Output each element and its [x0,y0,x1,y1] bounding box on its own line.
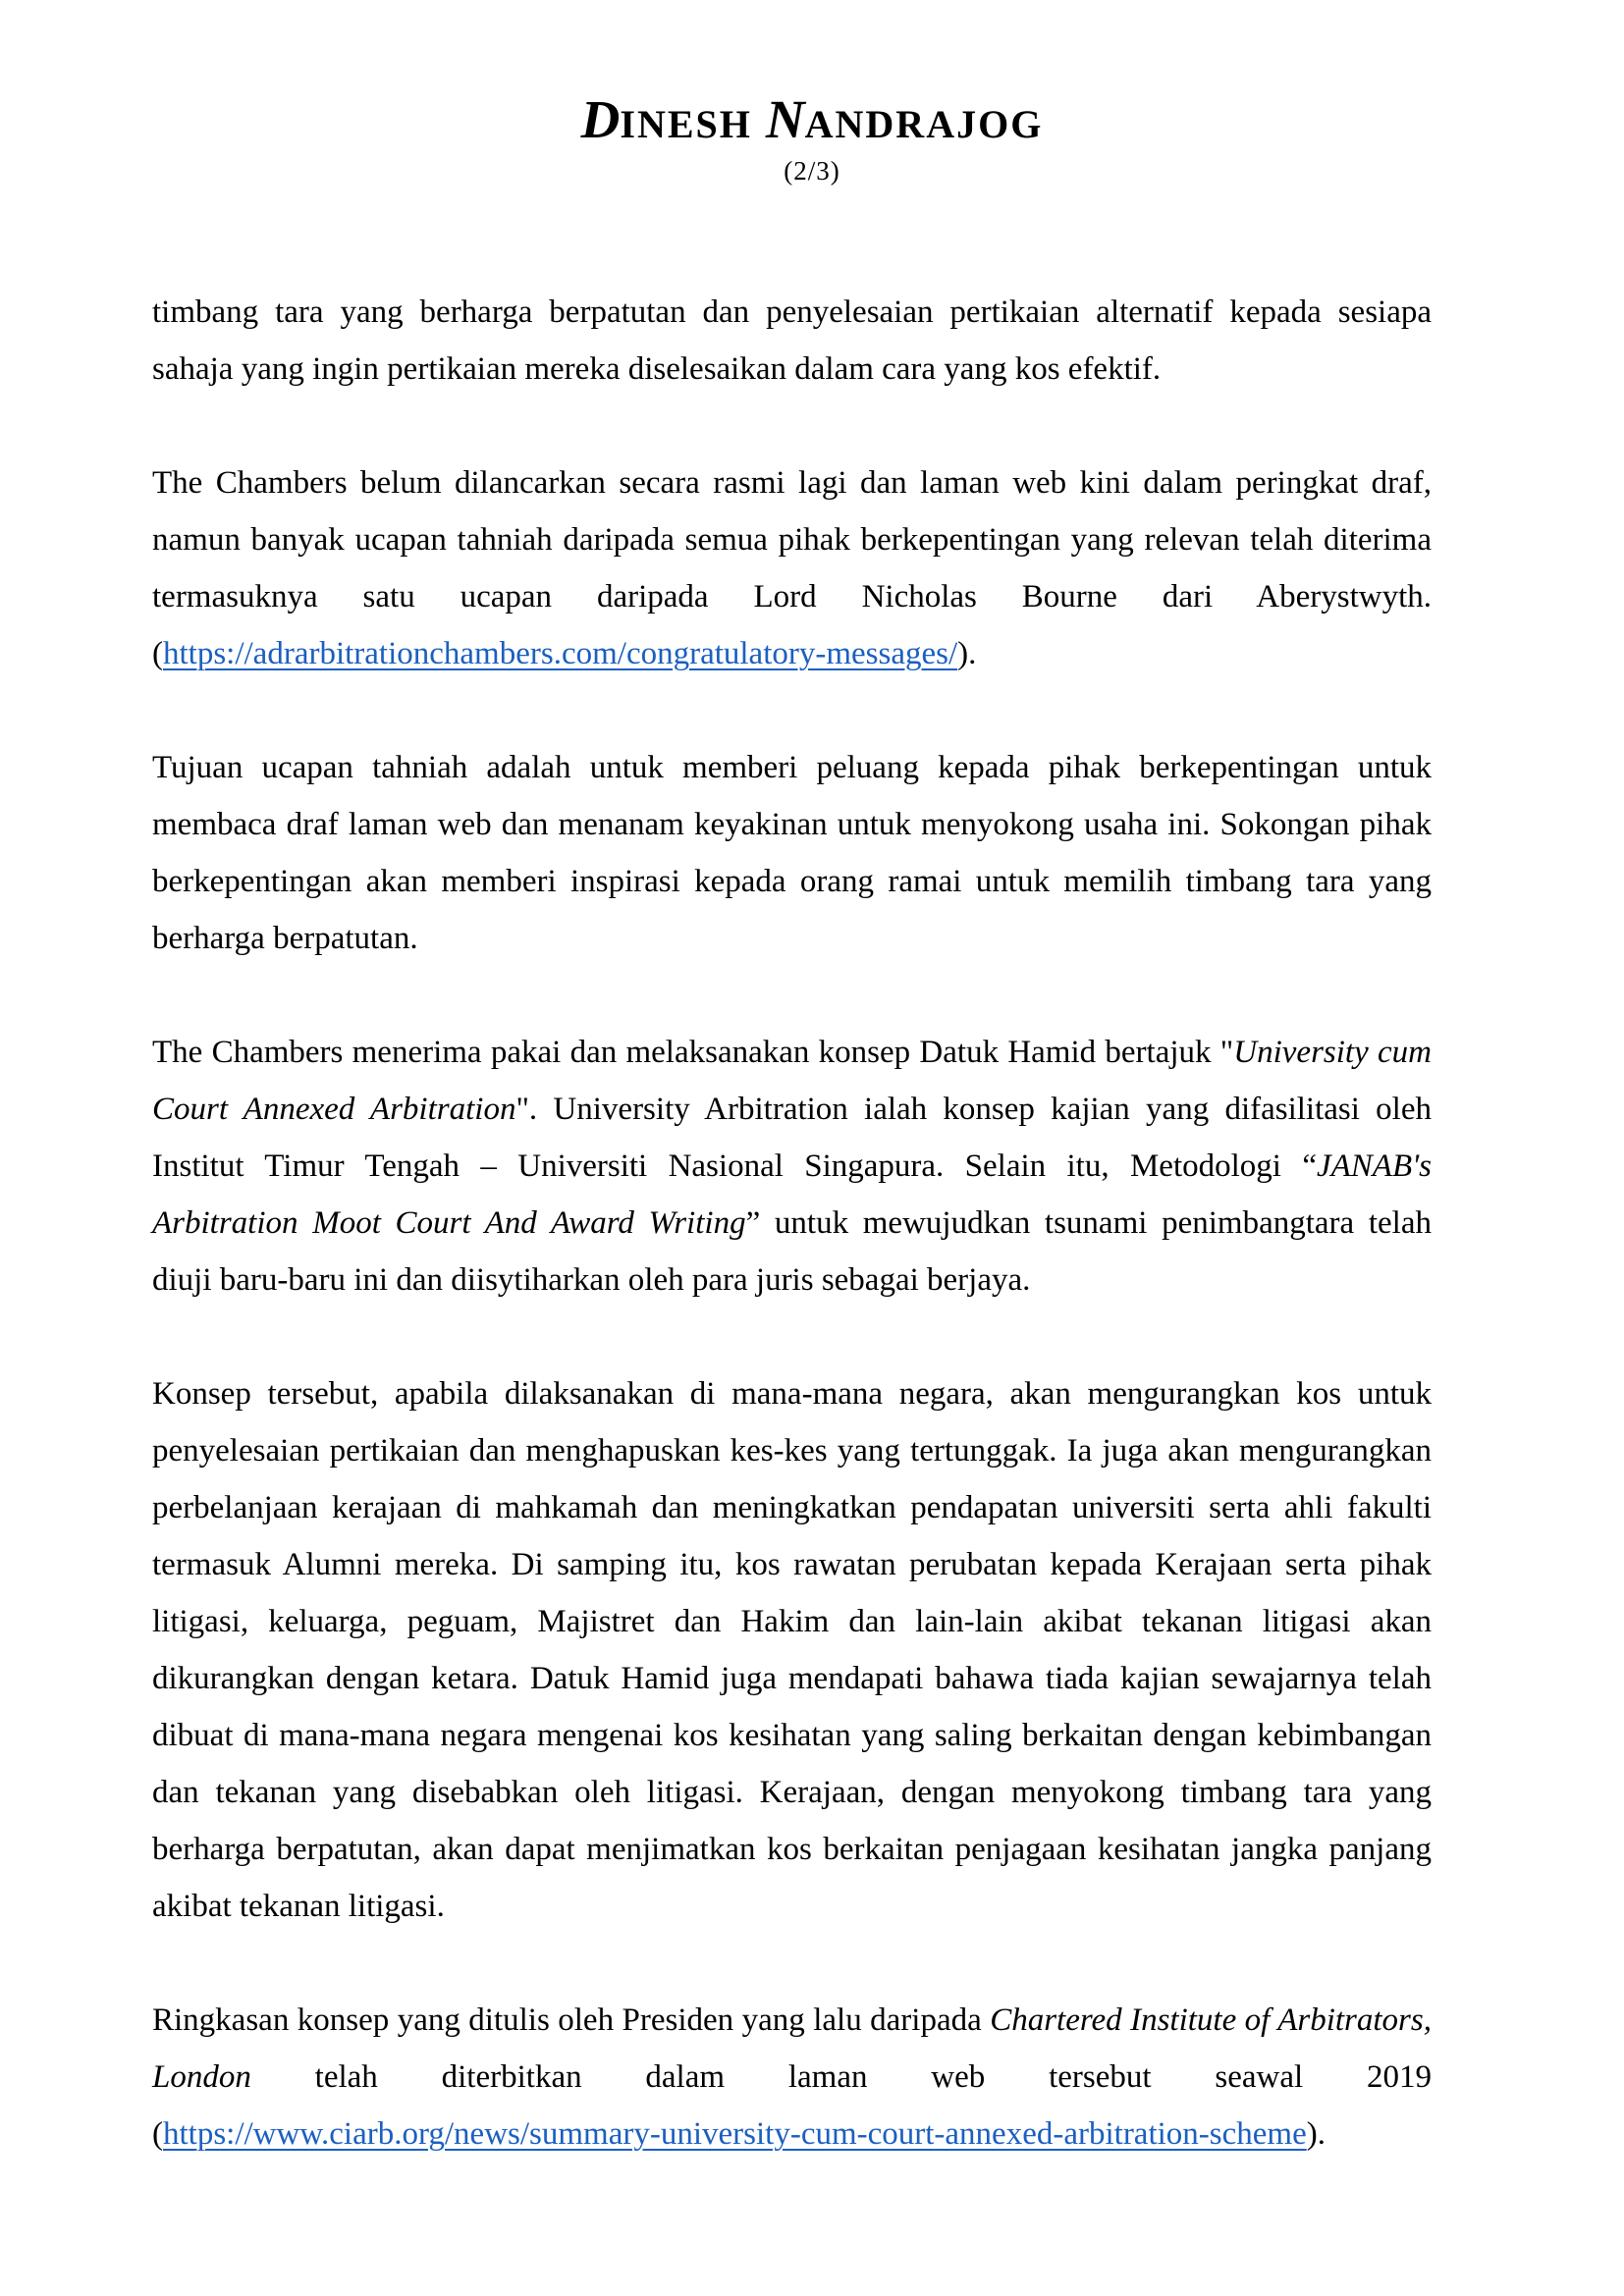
paragraph [152,454,1432,682]
title-caps: ANDRAJOG [804,102,1044,146]
text-run: The Chambers belum dilancarkan secara rasmi lagi dan laman web kini dalam peringkat draf, namun banyak ucapan tahniah daripada semua pihak berkepentingan yang relevan telah diterima termasuknya satu ucapan daripada Lord Nicholas Bourne dari Aberystwyth. ( [152,464,1432,671]
hyperlink[interactable]: https://adrarbitrationchambers.com/congratulatory-messages/ [163,635,958,671]
page-number-indicator: (2/3) [784,155,840,186]
italic-text-run: University cum Court Annexed Arbitration [152,1034,1432,1127]
text-run: Tujuan ucapan tahniah adalah untuk memberi peluang kepada pihak berkepentingan untuk membaca draf laman web dan menanam keyakinan untuk menyokong usaha ini. Sokongan pihak berkepentingan akan memberi inspirasi kepada orang ramai untuk memilih timbang tara yang berharga berpatutan. [152,749,1432,956]
title-word [765,89,1044,149]
paragraph [152,284,1432,398]
title-caps: INESH [620,102,752,146]
paragraph [152,1024,1432,1308]
paragraph [152,739,1432,967]
text-run: telah diterbitkan dalam laman web tersebut seawal 2019 ( [152,2058,1432,2152]
text-run: ). [1306,2115,1326,2152]
italic-text-run: Chartered Institute of Arbitrators, London [152,2002,1432,2095]
text-run: ". University Arbitration ialah konsep kajian yang difasilitasi oleh Institut Timur Tengah – Universiti Nasional Singapura. Selain itu, Metodologi “ [152,1091,1432,1184]
text-run: Konsep tersebut, apabila dilaksanakan di mana-mana negara, akan mengurangkan kos untuk penyelesaian pertikaian dan menghapuskan kes-kes yang tertunggak. Ia juga akan mengurangkan perbelanjaan kerajaan di mahkamah dan meningkatkan pendapatan universiti serta ahli fakulti termasuk Alumni mereka. Di samping itu, kos rawatan perubatan kepada Kerajaan serta pihak litigasi, keluarga, peguam, Majistret dan Hakim dan lain-lain akibat tekanan litigasi akan dikurangkan dengan ketara. Datuk Hamid juga mendapati bahawa tiada kajian sewajarnya telah dibuat di mana-mana negara mengenai kos kesihatan yang saling berkaitan dengan kebimbangan dan tekanan yang disebabkan oleh litigasi. Kerajaan, dengan menyokong timbang tara yang berharga berpatutan, akan dapat menjimatkan kos berkaitan penjagaan kesihatan jangka panjang akibat tekanan litigasi. [152,1375,1432,1924]
title-initial: N [765,89,805,149]
title-initial: D [580,89,621,149]
page-title [0,90,1624,150]
paragraph [152,1365,1432,1935]
text-run: ” untuk mewujudkan tsunami penimbangtara telah diuji baru-baru ini dan diisytiharkan oleh para juris sebagai berjaya. [152,1204,1432,1298]
title-word [580,89,752,149]
text-run: The Chambers menerima pakai dan melaksanakan konsep Datuk Hamid bertajuk " [152,1034,1234,1070]
document-header [0,0,1624,187]
text-run: Ringkasan konsep yang ditulis oleh Presiden yang lalu daripada [152,2002,991,2038]
text-run: timbang tara yang berharga berpatutan dan penyelesaian pertikaian alternatif kepada sesiapa sahaja yang ingin pertikaian mereka diselesaikan dalam cara yang kos efektif. [152,294,1432,387]
hyperlink[interactable]: https://www.ciarb.org/news/summary-university-cum-court-annexed-arbitration-scheme [163,2115,1307,2152]
text-run: ). [957,635,977,671]
italic-text-run: JANAB's Arbitration Moot Court And Award Writing [152,1148,1432,1241]
paragraph [152,1992,1432,2163]
document-body [0,284,1624,2163]
